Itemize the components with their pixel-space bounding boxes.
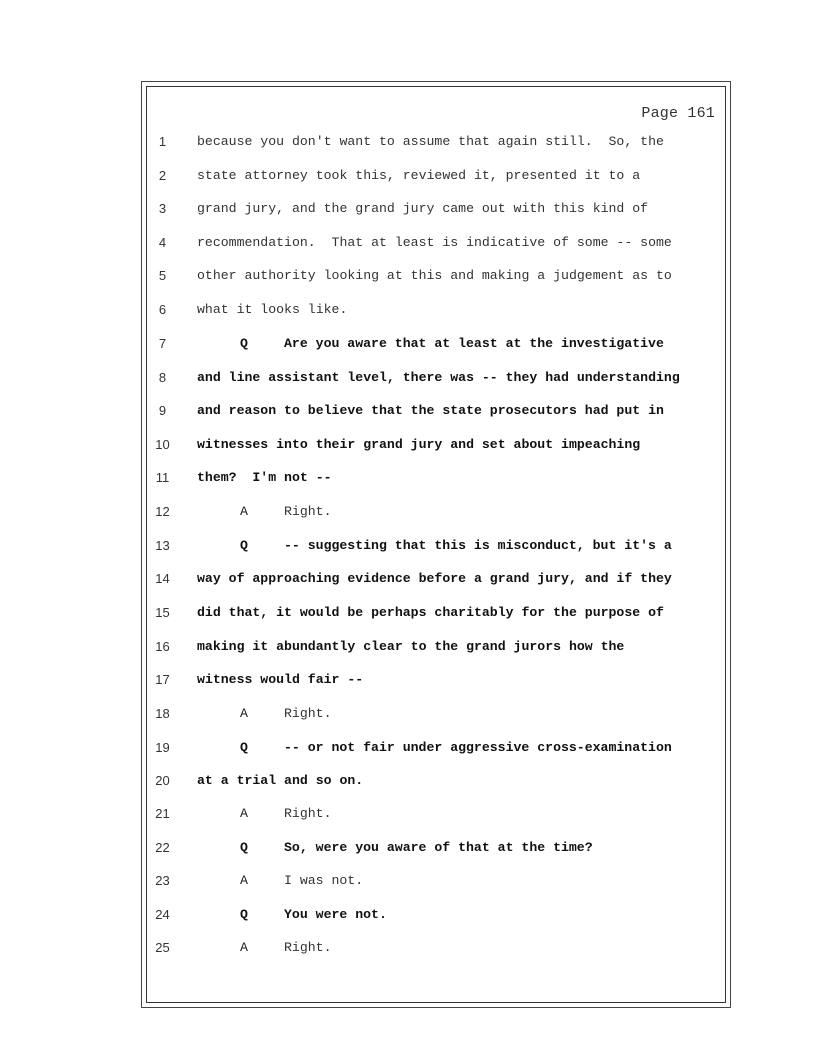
- line-text: state attorney took this, reviewed it, presented it to a: [197, 168, 641, 183]
- line-text: grand jury, and the grand jury came out with this kind of: [197, 201, 649, 216]
- line-text: Right.: [284, 504, 332, 519]
- speaker-label: A: [240, 940, 248, 955]
- line-text: at a trial and so on.: [197, 773, 364, 788]
- transcript-line: [0, 907, 816, 927]
- speaker-label: A: [240, 504, 248, 519]
- transcript-line: [0, 806, 816, 826]
- transcript-line: [0, 336, 816, 356]
- line-text: -- or not fair under aggressive cross-examination: [284, 740, 672, 755]
- speaker-label: Q: [240, 907, 248, 922]
- line-number: 20: [155, 773, 170, 788]
- transcript-line: [0, 706, 816, 726]
- line-text: other authority looking at this and making a judgement as to: [197, 268, 672, 283]
- line-number: 1: [158, 134, 167, 149]
- line-number: 7: [158, 336, 167, 351]
- line-number: 11: [155, 470, 170, 485]
- line-text: Right.: [284, 940, 332, 955]
- speaker-label: Q: [240, 840, 248, 855]
- speaker-label: A: [240, 806, 248, 821]
- line-number: 19: [155, 740, 170, 755]
- transcript-line: [0, 403, 816, 423]
- line-number: 8: [158, 370, 167, 385]
- line-number: 14: [155, 571, 170, 586]
- line-text: recommendation. That at least is indicative of some -- some: [197, 235, 672, 250]
- transcript-line: [0, 268, 816, 288]
- line-number: 2: [158, 168, 167, 183]
- line-number: 24: [155, 907, 170, 922]
- speaker-label: Q: [240, 740, 248, 755]
- transcript-line: [0, 470, 816, 490]
- line-text: I was not.: [284, 873, 364, 888]
- line-text: what it looks like.: [197, 302, 348, 317]
- line-text: Right.: [284, 806, 332, 821]
- speaker-label: Q: [240, 336, 248, 351]
- line-text: them? I'm not --: [197, 470, 332, 485]
- line-number: 21: [155, 806, 170, 821]
- transcript-line: [0, 302, 816, 322]
- page-number: Page 161: [641, 105, 715, 122]
- line-text: because you don't want to assume that again still. So, the: [197, 134, 664, 149]
- line-number: 5: [158, 268, 167, 283]
- transcript-line: [0, 605, 816, 625]
- transcript-line: [0, 235, 816, 255]
- line-number: 23: [155, 873, 170, 888]
- line-text: Are you aware that at least at the investigative: [284, 336, 664, 351]
- line-text: You were not.: [284, 907, 387, 922]
- speaker-label: Q: [240, 538, 248, 553]
- line-number: 18: [155, 706, 170, 721]
- speaker-label: A: [240, 873, 248, 888]
- line-number: 10: [155, 437, 170, 452]
- transcript-line: [0, 571, 816, 591]
- line-number: 12: [155, 504, 170, 519]
- line-number: 9: [158, 403, 167, 418]
- line-text: witnesses into their grand jury and set about impeaching: [197, 437, 641, 452]
- line-text: did that, it would be perhaps charitably for the purpose of: [197, 605, 664, 620]
- line-number: 15: [155, 605, 170, 620]
- transcript-line: [0, 504, 816, 524]
- line-number: 25: [155, 940, 170, 955]
- line-number: 6: [158, 302, 167, 317]
- transcript-line: [0, 773, 816, 793]
- transcript-line: [0, 134, 816, 154]
- transcript-line: [0, 873, 816, 893]
- transcript-line: [0, 639, 816, 659]
- transcript-line: [0, 538, 816, 558]
- line-text: and reason to believe that the state prosecutors had put in: [197, 403, 664, 418]
- line-number: 13: [155, 538, 170, 553]
- transcript-line: [0, 840, 816, 860]
- transcript-line: [0, 437, 816, 457]
- line-number: 4: [158, 235, 167, 250]
- line-number: 17: [155, 672, 170, 687]
- line-number: 3: [158, 201, 167, 216]
- transcript-line: [0, 370, 816, 390]
- transcript-line: [0, 201, 816, 221]
- line-text: So, were you aware of that at the time?: [284, 840, 593, 855]
- line-text: way of approaching evidence before a grand jury, and if they: [197, 571, 672, 586]
- speaker-label: A: [240, 706, 248, 721]
- transcript-line: [0, 940, 816, 960]
- line-text: -- suggesting that this is misconduct, but it's a: [284, 538, 672, 553]
- line-text: witness would fair --: [197, 672, 364, 687]
- line-text: Right.: [284, 706, 332, 721]
- transcript-line: [0, 740, 816, 760]
- line-text: and line assistant level, there was -- they had understanding: [197, 370, 680, 385]
- transcript-line: [0, 168, 816, 188]
- line-number: 22: [155, 840, 170, 855]
- line-text: making it abundantly clear to the grand jurors how the: [197, 639, 625, 654]
- transcript-line: [0, 672, 816, 692]
- line-number: 16: [155, 639, 170, 654]
